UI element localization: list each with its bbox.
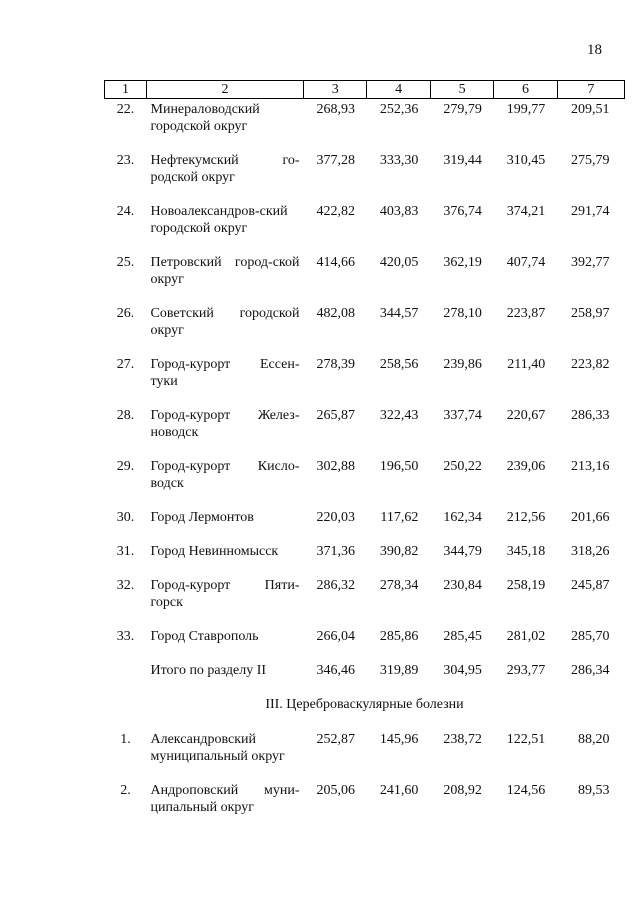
column-header: 6 bbox=[494, 81, 557, 99]
row-name: Нефтекумский го-родской округ bbox=[150, 153, 300, 185]
cell-value: 258,97 bbox=[571, 306, 610, 321]
table-row bbox=[105, 254, 625, 288]
row-spacer bbox=[105, 526, 625, 543]
cell-value: 213,16 bbox=[571, 459, 610, 474]
row-spacer bbox=[105, 679, 625, 696]
cell-value: 318,26 bbox=[571, 544, 610, 559]
cell-value: 333,30 bbox=[379, 153, 419, 168]
row-number: 2. bbox=[120, 783, 131, 798]
row-name: Город-курорт Пяти-горск bbox=[150, 578, 300, 610]
statistics-table bbox=[104, 80, 625, 816]
cell-value: 122,51 bbox=[506, 732, 546, 747]
table-row bbox=[105, 203, 625, 237]
cell-value: 310,45 bbox=[506, 153, 546, 168]
table-header-row bbox=[105, 81, 625, 99]
cell-value: 392,77 bbox=[571, 255, 610, 270]
row-name: Город-курорт Ессен-туки bbox=[150, 357, 300, 389]
row-number: 23. bbox=[116, 153, 135, 168]
cell-value: 89,53 bbox=[578, 783, 610, 798]
row-name: Город-курорт Желез-новодск bbox=[150, 408, 300, 440]
row-number: 26. bbox=[116, 306, 135, 321]
row-number: 33. bbox=[116, 629, 135, 644]
cell-value: 377,28 bbox=[316, 153, 355, 168]
cell-value: 422,82 bbox=[316, 204, 355, 219]
cell-value: 278,34 bbox=[379, 578, 419, 593]
page-number: 18 bbox=[587, 42, 602, 58]
table-row bbox=[105, 782, 625, 816]
cell-value: 344,79 bbox=[443, 544, 482, 559]
row-number: 27. bbox=[116, 357, 135, 372]
cell-value: 376,74 bbox=[443, 204, 482, 219]
cell-value: 319,44 bbox=[443, 153, 482, 168]
row-number: 30. bbox=[116, 510, 135, 525]
row-name: Андроповский муни-ципальный округ bbox=[150, 783, 300, 815]
column-header: 1 bbox=[105, 81, 147, 99]
cell-value: 275,79 bbox=[571, 153, 610, 168]
cell-value: 230,84 bbox=[443, 578, 482, 593]
row-spacer bbox=[105, 441, 625, 458]
cell-value: 241,60 bbox=[379, 783, 419, 798]
column-header: 4 bbox=[367, 81, 430, 99]
cell-value: 322,43 bbox=[379, 408, 419, 423]
cell-value: 223,82 bbox=[571, 357, 610, 372]
cell-value: 286,34 bbox=[571, 663, 610, 678]
cell-value: 212,56 bbox=[506, 510, 546, 525]
cell-value: 199,77 bbox=[506, 102, 546, 117]
table-row bbox=[105, 628, 625, 645]
row-number: 28. bbox=[116, 408, 135, 423]
row-name: Минераловодский городской округ bbox=[150, 102, 260, 134]
row-spacer bbox=[105, 237, 625, 254]
row-number: 25. bbox=[116, 255, 135, 270]
cell-value: 252,36 bbox=[379, 102, 419, 117]
row-spacer bbox=[105, 186, 625, 203]
cell-value: 220,67 bbox=[506, 408, 546, 423]
row-name: Новоалександров-ский городской округ bbox=[150, 204, 288, 236]
cell-value: 145,96 bbox=[379, 732, 419, 747]
cell-value: 252,87 bbox=[316, 732, 355, 747]
column-header: 5 bbox=[430, 81, 493, 99]
row-spacer bbox=[105, 560, 625, 577]
cell-value: 319,89 bbox=[379, 663, 419, 678]
cell-value: 209,51 bbox=[571, 102, 610, 117]
row-number: 22. bbox=[116, 102, 135, 117]
table-row bbox=[105, 509, 625, 526]
section-title: III. Цереброваскулярные болезни bbox=[265, 697, 464, 712]
row-spacer bbox=[105, 135, 625, 152]
row-name: Советский городской округ bbox=[150, 306, 300, 338]
row-spacer bbox=[105, 288, 625, 305]
table-row bbox=[105, 356, 625, 390]
row-number: 1. bbox=[120, 732, 131, 747]
cell-value: 266,04 bbox=[316, 629, 355, 644]
row-name: Город Лермонтов bbox=[150, 510, 254, 525]
cell-value: 211,40 bbox=[507, 357, 546, 372]
cell-value: 245,87 bbox=[571, 578, 610, 593]
cell-value: 285,86 bbox=[379, 629, 419, 644]
table-row bbox=[105, 407, 625, 441]
row-number: 32. bbox=[116, 578, 135, 593]
row-number: 24. bbox=[116, 204, 135, 219]
cell-value: 265,87 bbox=[316, 408, 355, 423]
cell-value: 201,66 bbox=[571, 510, 610, 525]
table-row bbox=[105, 577, 625, 611]
row-name: Город-курорт Кисло-водск bbox=[150, 459, 300, 491]
row-number: 29. bbox=[116, 459, 135, 474]
cell-value: 279,79 bbox=[443, 102, 482, 117]
cell-value: 196,50 bbox=[379, 459, 419, 474]
row-name: Город Невинномысск bbox=[150, 544, 279, 559]
cell-value: 285,45 bbox=[443, 629, 482, 644]
section-title-row bbox=[105, 696, 625, 731]
table-row bbox=[105, 152, 625, 186]
cell-value: 205,06 bbox=[316, 783, 355, 798]
row-spacer bbox=[105, 645, 625, 662]
row-name: Петровский город-ской округ bbox=[150, 255, 300, 287]
cell-value: 362,19 bbox=[443, 255, 482, 270]
cell-value: 337,74 bbox=[443, 408, 482, 423]
cell-value: 281,02 bbox=[506, 629, 546, 644]
table-row bbox=[105, 543, 625, 560]
cell-value: 250,22 bbox=[443, 459, 482, 474]
row-spacer bbox=[105, 339, 625, 356]
cell-value: 239,06 bbox=[506, 459, 546, 474]
cell-value: 124,56 bbox=[506, 783, 546, 798]
row-name: Город Ставрополь bbox=[150, 629, 259, 644]
cell-value: 371,36 bbox=[316, 544, 355, 559]
row-spacer bbox=[105, 390, 625, 407]
cell-value: 162,34 bbox=[443, 510, 482, 525]
table-row bbox=[105, 731, 625, 765]
row-number: 31. bbox=[116, 544, 135, 559]
cell-value: 302,88 bbox=[316, 459, 355, 474]
cell-value: 268,93 bbox=[316, 102, 355, 117]
table-total-row bbox=[105, 662, 625, 679]
cell-value: 208,92 bbox=[443, 783, 482, 798]
column-header: 7 bbox=[557, 81, 624, 99]
cell-value: 117,62 bbox=[380, 510, 419, 525]
cell-value: 258,19 bbox=[506, 578, 546, 593]
cell-value: 293,77 bbox=[506, 663, 546, 678]
row-number bbox=[105, 662, 147, 679]
cell-value: 346,46 bbox=[316, 663, 355, 678]
cell-value: 403,83 bbox=[379, 204, 419, 219]
cell-value: 258,56 bbox=[379, 357, 419, 372]
cell-value: 345,18 bbox=[506, 544, 546, 559]
cell-value: 291,74 bbox=[571, 204, 610, 219]
cell-value: 223,87 bbox=[506, 306, 546, 321]
row-spacer bbox=[105, 611, 625, 628]
cell-value: 414,66 bbox=[316, 255, 355, 270]
cell-value: 220,03 bbox=[316, 510, 355, 525]
cell-value: 304,95 bbox=[443, 663, 482, 678]
row-spacer bbox=[105, 765, 625, 782]
cell-value: 286,33 bbox=[571, 408, 610, 423]
row-name: Итого по разделу II bbox=[150, 663, 267, 678]
cell-value: 285,70 bbox=[571, 629, 610, 644]
cell-value: 374,21 bbox=[506, 204, 546, 219]
cell-value: 344,57 bbox=[379, 306, 419, 321]
column-header: 3 bbox=[304, 81, 367, 99]
cell-value: 286,32 bbox=[316, 578, 355, 593]
row-name: Александровский муниципальный округ bbox=[150, 732, 285, 764]
cell-value: 390,82 bbox=[379, 544, 419, 559]
cell-value: 420,05 bbox=[379, 255, 419, 270]
cell-value: 278,10 bbox=[443, 306, 482, 321]
cell-value: 482,08 bbox=[316, 306, 355, 321]
table-row bbox=[105, 458, 625, 492]
cell-value: 278,39 bbox=[316, 357, 355, 372]
row-spacer bbox=[105, 492, 625, 509]
cell-value: 238,72 bbox=[443, 732, 482, 747]
cell-value: 88,20 bbox=[578, 732, 610, 747]
column-header: 2 bbox=[147, 81, 304, 99]
table-row bbox=[105, 99, 625, 136]
table-row bbox=[105, 305, 625, 339]
cell-value: 239,86 bbox=[443, 357, 482, 372]
cell-value: 407,74 bbox=[506, 255, 546, 270]
